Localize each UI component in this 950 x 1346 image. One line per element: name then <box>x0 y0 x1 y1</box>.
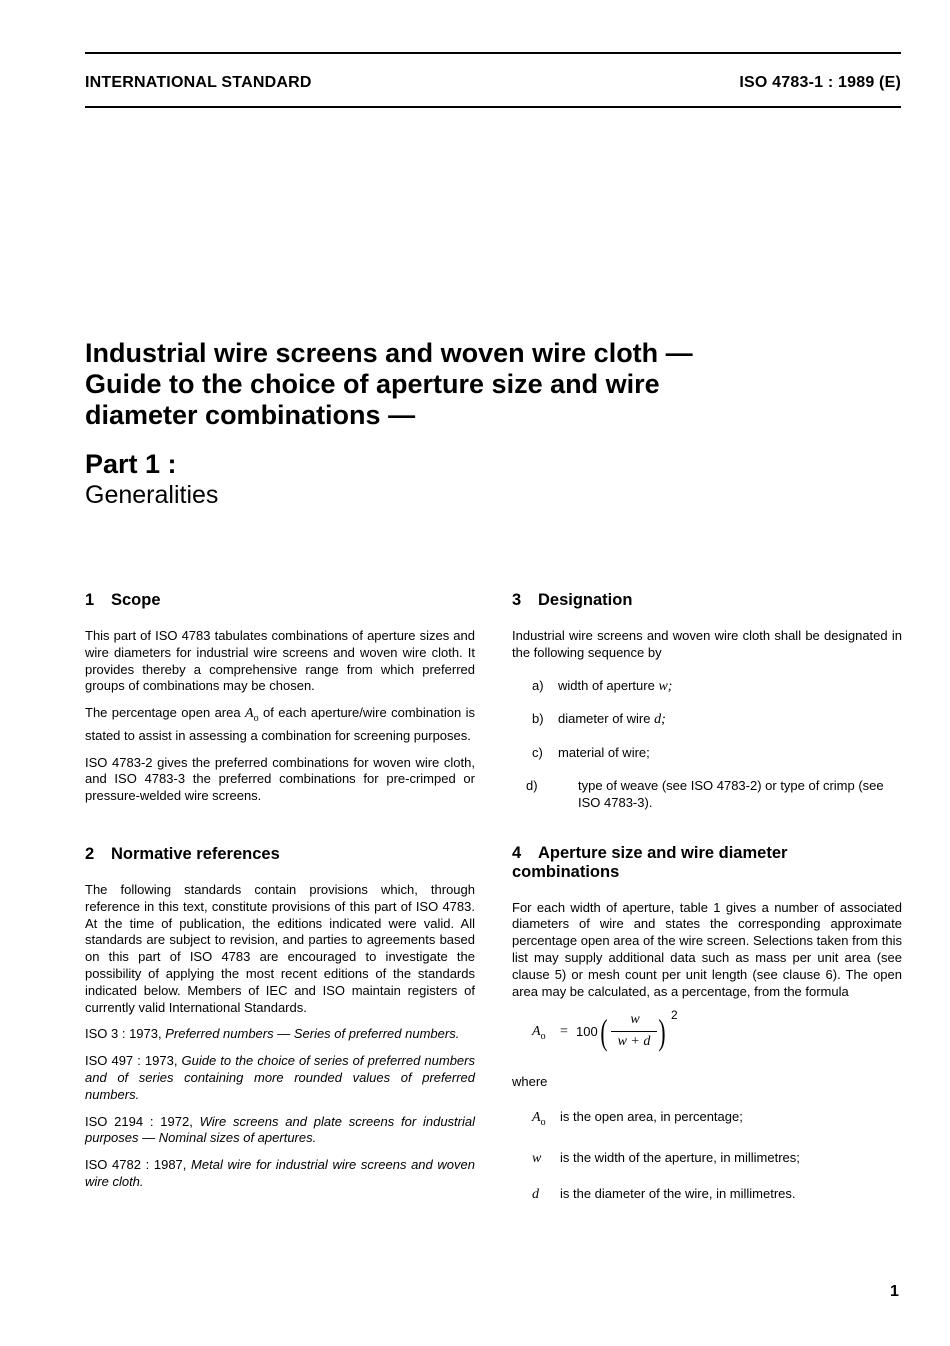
ref-code: ISO 4782 : 1987, <box>85 1157 187 1173</box>
definition-symbol-letter: A <box>532 1110 541 1126</box>
section-1-heading <box>85 591 475 610</box>
ref-title: Preferred numbers — Series of preferred numbers. <box>165 1026 460 1042</box>
page-number: 1 <box>890 1283 899 1300</box>
designation-item-a <box>532 678 902 696</box>
scope-paragraph-2 <box>85 705 475 744</box>
references-intro: The following standards contain provisions which, through reference in this text, constitute provisions of this part of ISO 4783. At the time of publication, the editions indicated were valid. All standards are subject to revision, and parties to agreements based on this part of ISO 4783 are encouraged to investigate the possibility of applying the most recent editions of the standards indicated below. Members of IEC and ISO maintain registers of currently valid International Standards. <box>85 881 475 1015</box>
definition-text: is the width of the aperture, in millimetres; <box>560 1149 800 1165</box>
formula-lhs-sub: o <box>540 1031 546 1043</box>
combinations-paragraph: For each width of aperture, table 1 gives a number of associated diameters of wire and states the corresponding approximate percentage open area of the wire screen. Selections taken from this list may supply additional data such as mass per unit area (see clause 5) or mesh count per unit length (see clause 6). The open area may be calculated, as a percentage, from the formula <box>512 899 902 999</box>
ref-title: Metal wire for industrial wire screens and woven wire cloth. <box>85 1157 475 1189</box>
reference-iso-3 <box>85 1026 475 1043</box>
formula-lhs-letter: A <box>532 1024 541 1040</box>
item-symbol: w; <box>658 678 673 694</box>
title-line-1: Industrial wire screens and woven wire cloth — <box>85 338 693 368</box>
ref-title: Guide to the choice of series of preferred numbers and of series containing more rounded values of preferred numbers. <box>85 1053 475 1102</box>
item-text: width of aperture <box>558 677 655 693</box>
header-rule <box>85 106 901 108</box>
ref-code: ISO 3 : 1973, <box>85 1026 162 1042</box>
definition-symbol <box>532 1110 560 1132</box>
item-text: type of weave (see ISO 4783-2) or type of crimp (see ISO 4783-3). <box>578 777 884 810</box>
designation-intro: Industrial wire screens and woven wire cloth shall be designated in the following sequence by <box>512 628 902 660</box>
where-label: where <box>512 1074 548 1090</box>
section-number: 2 <box>85 844 95 863</box>
scope-p2-start: The percentage open area <box>85 705 241 721</box>
item-text: material of wire; <box>558 745 650 761</box>
section-2-heading <box>85 845 475 864</box>
open-area-symbol <box>245 706 259 724</box>
formula-left-paren: ( <box>600 1012 608 1053</box>
item-symbol: d; <box>654 712 666 728</box>
formula-fraction-bar <box>611 1031 657 1032</box>
scope-paragraph-1: This part of ISO 4783 tabulates combinations of aperture sizes and wire diameters for industrial wire screens and woven wire cloth. It provides thereby a comprehensive range from which preferred groups of combinations may be chosen. <box>85 628 475 694</box>
definition-width <box>532 1150 902 1168</box>
definition-diameter <box>532 1186 902 1204</box>
right-column <box>512 591 902 1221</box>
part-subtitle: Generalities <box>85 481 219 509</box>
item-label: d) <box>526 777 538 793</box>
left-column <box>85 591 475 1201</box>
section-title: Designation <box>538 591 633 609</box>
item-label: a) <box>532 677 544 693</box>
section-4-heading <box>512 844 902 882</box>
section-number: 3 <box>512 591 522 609</box>
ref-code: ISO 2194 : 1972, <box>85 1113 193 1129</box>
definition-text: is the open area, in percentage; <box>560 1109 743 1125</box>
formula-right-paren: ) <box>658 1012 666 1053</box>
part-label: Part 1 : <box>85 449 177 479</box>
header-standard-label: INTERNATIONAL STANDARD <box>85 74 312 91</box>
section-3-heading <box>512 591 902 610</box>
definition-symbol: d <box>532 1186 539 1202</box>
reference-iso-4782 <box>85 1157 475 1191</box>
top-rule <box>85 52 901 54</box>
scope-paragraph-3: ISO 4783-2 gives the preferred combinations for woven wire cloth, and ISO 4783-3 the preferred combinations for pre-crimped or pressure-welded wire screens. <box>85 754 475 804</box>
ref-code: ISO 497 : 1973, <box>85 1053 178 1069</box>
designation-item-b <box>532 711 902 729</box>
item-label: b) <box>532 711 544 727</box>
designation-item-d <box>526 777 902 812</box>
scope-p2-end: of each aperture/wire combination is stated to assist in assessing a combination for screening purposes. <box>85 705 475 743</box>
title-line-2: Guide to the choice of aperture size and wire <box>85 369 660 399</box>
open-area-formula <box>532 1010 902 1062</box>
formula-equals: = <box>560 1024 568 1040</box>
formula-denominator: w + d <box>617 1034 651 1050</box>
reference-iso-497 <box>85 1053 475 1103</box>
section-title: Normative references <box>111 844 280 863</box>
title-block <box>85 338 845 510</box>
section-title: Scope <box>111 591 161 609</box>
section-number: 1 <box>85 591 95 609</box>
definition-symbol: w <box>532 1150 542 1166</box>
designation-item-c <box>532 745 902 762</box>
reference-iso-2194 <box>85 1114 475 1148</box>
ref-title: Wire screens and plate screens for industrial purposes — Nominal sizes of apertures. <box>85 1113 475 1146</box>
document-title <box>85 338 845 431</box>
definition-symbol-sub: o <box>540 1116 546 1128</box>
header-document-number: ISO 4783-1 : 1989 (E) <box>739 74 901 91</box>
open-area-symbol-sub: o <box>253 712 259 724</box>
section-title-line-2: combinations <box>512 862 620 881</box>
section-number: 4 <box>512 843 522 862</box>
definition-open-area <box>532 1109 902 1132</box>
definition-text: is the diameter of the wire, in millimetres. <box>560 1185 796 1201</box>
title-line-3: diameter combinations — <box>85 400 416 430</box>
formula-coefficient: 100 <box>576 1024 598 1040</box>
section-title-line-1: Aperture size and wire diameter <box>538 843 788 862</box>
formula-exponent: 2 <box>671 1008 678 1023</box>
formula-numerator: w <box>630 1012 640 1028</box>
open-area-symbol-letter: A <box>245 706 254 722</box>
item-text: diameter of wire <box>558 711 651 727</box>
formula-lhs <box>532 1024 546 1042</box>
item-label: c) <box>532 745 543 761</box>
